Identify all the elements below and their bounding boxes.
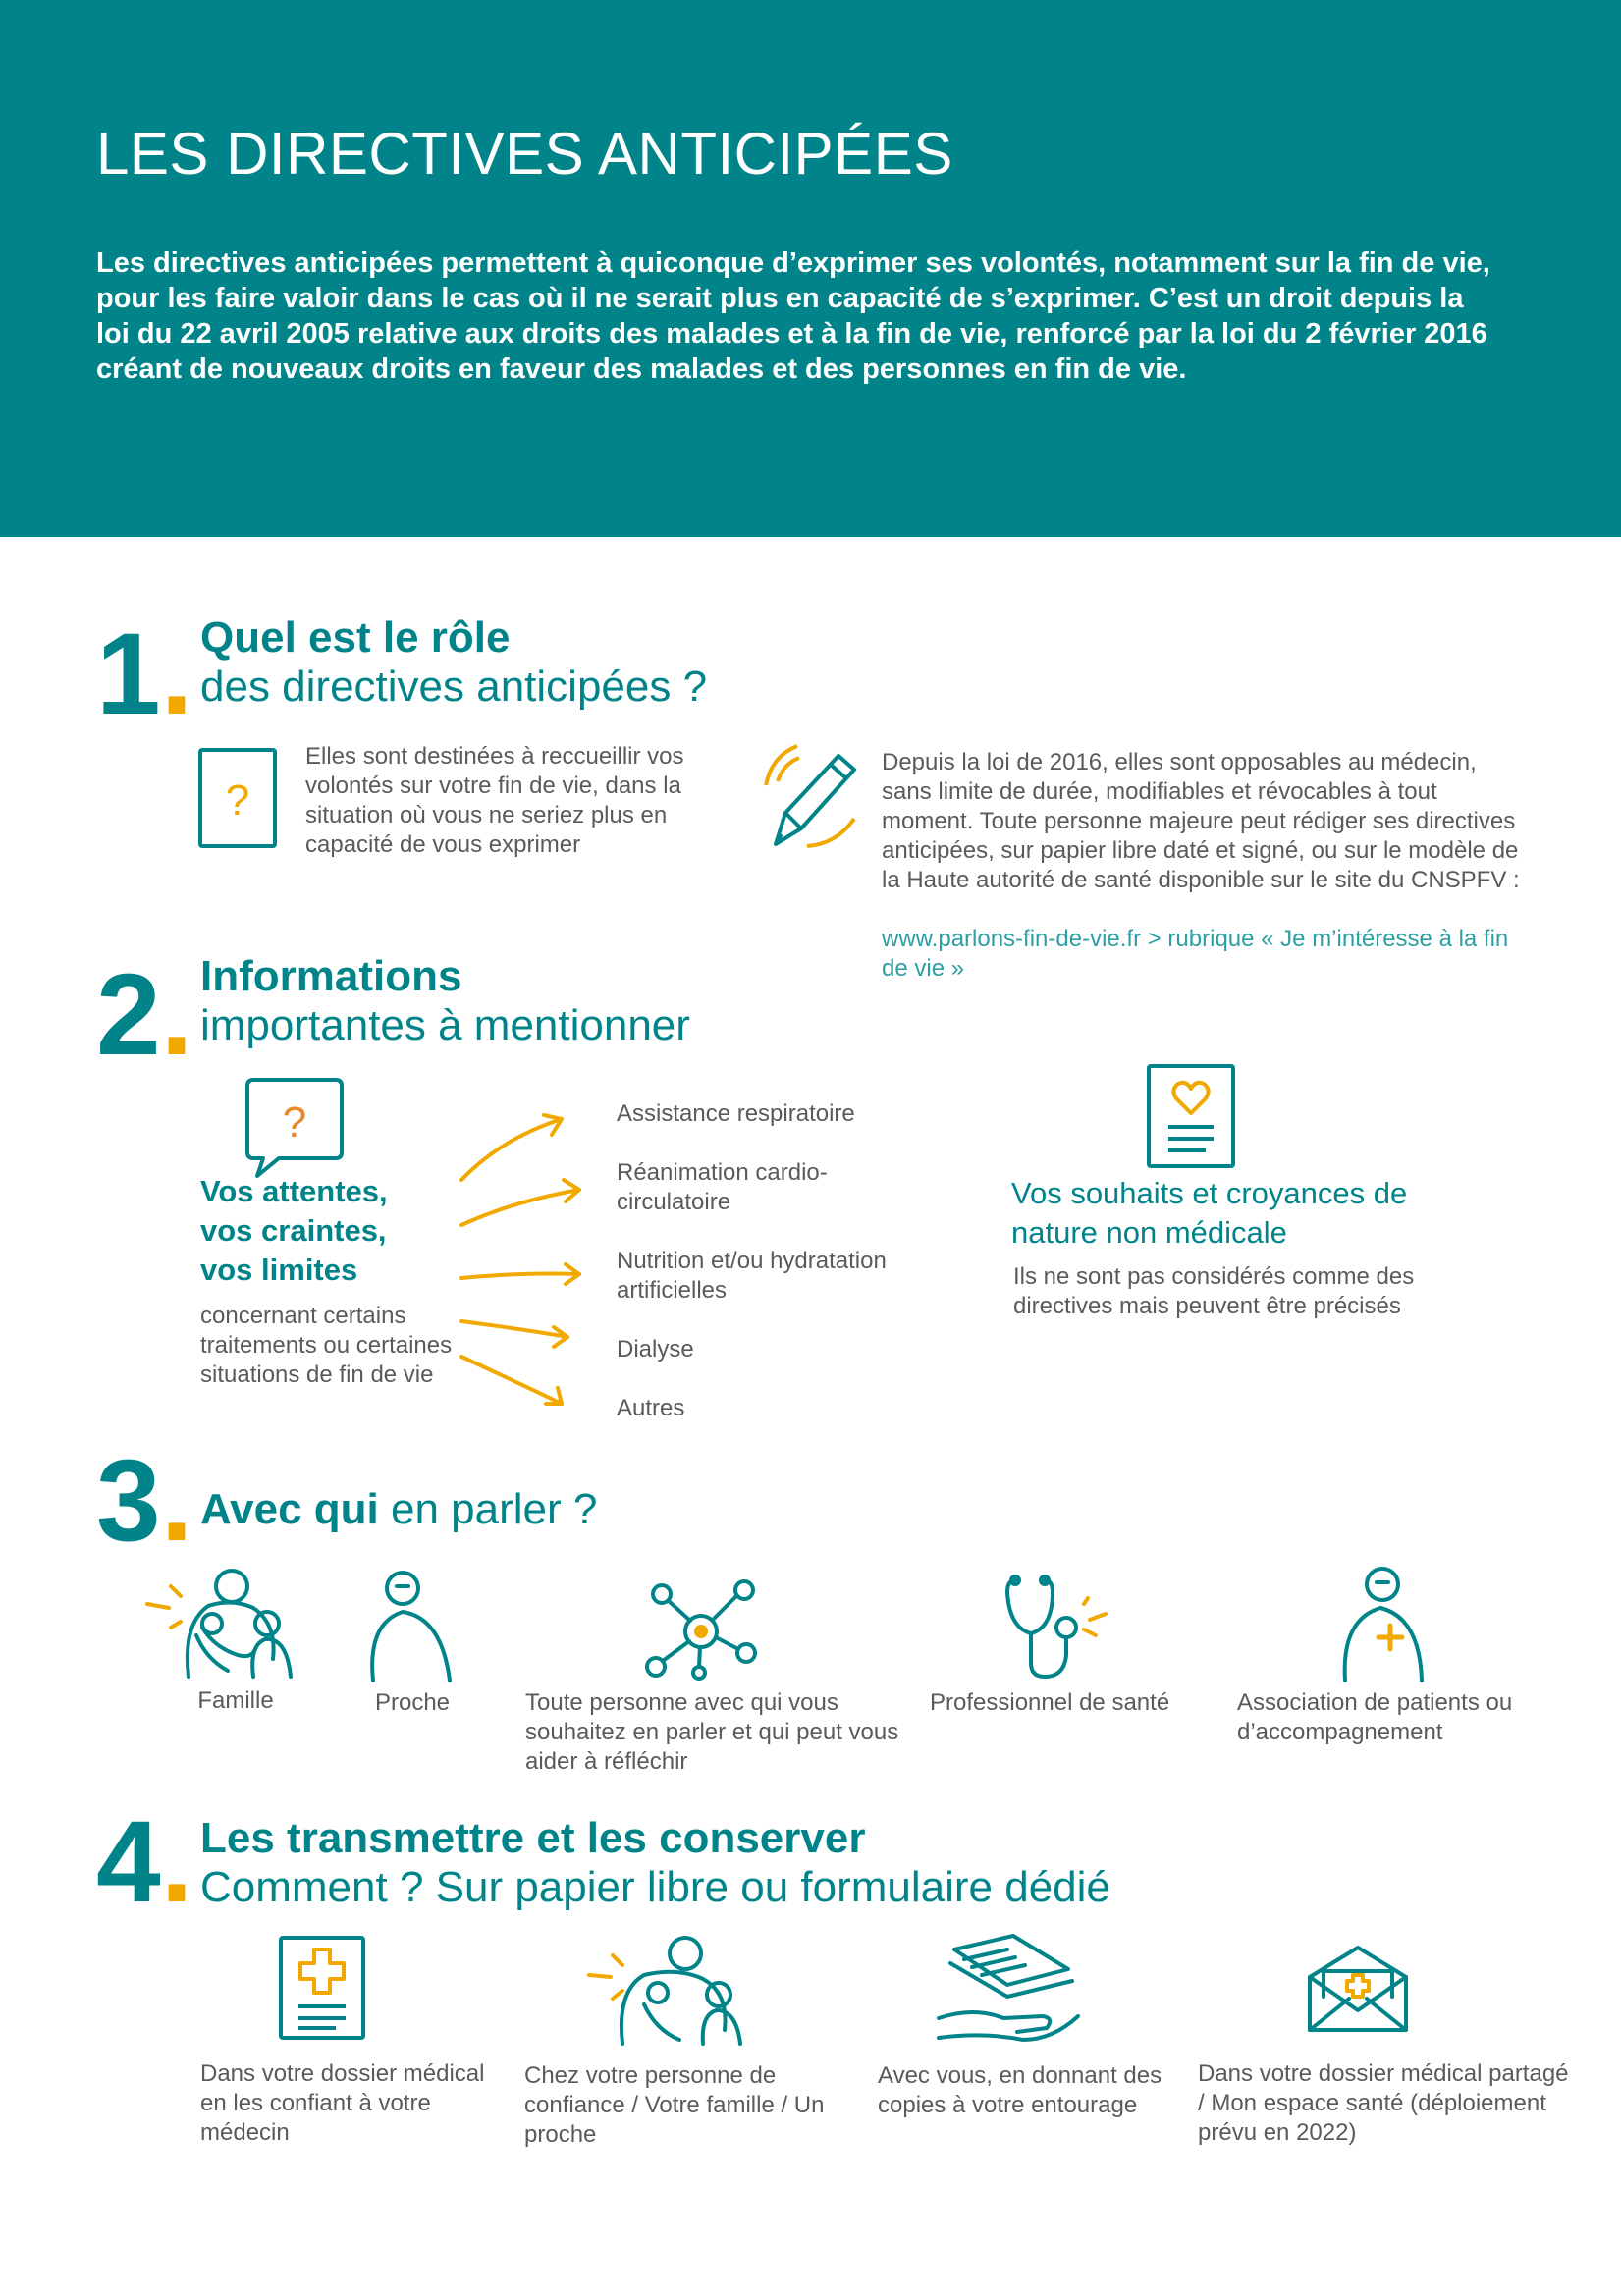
heart-document-icon (1145, 1062, 1237, 1170)
section-3-title-bold: Avec qui (200, 1485, 379, 1533)
section-1-title-bold: Quel est le rôle (200, 614, 511, 662)
question-document-icon (196, 746, 279, 850)
family-icon (143, 1565, 300, 1682)
option-label-medical-file: Dans votre dossier médical en les confiant à votre médecin (200, 2060, 485, 2146)
option-label-trusted-person: Chez votre personne de confiance / Votre famille / Un proche (524, 2062, 825, 2148)
expectations-heading: Vos attentes, vos craintes, vos limites (200, 1174, 388, 1287)
expectations-text: concernant certains traitements ou certaines situations de fin de vie (200, 1303, 453, 1388)
section-4-number: 4. (96, 1797, 193, 1927)
section-3-title (200, 1485, 597, 1534)
item-dialysis: Dialyse (617, 1336, 694, 1362)
person-label-association: Association de patients ou d’accompagnement (1237, 1689, 1513, 1745)
item-respiratory: Assistance respiratoire (617, 1100, 855, 1127)
person-label-anyone: Toute personne avec qui vous souhaitez en parler et qui peut vous aider à réfléchir (525, 1689, 899, 1775)
section-1-number: 1. (96, 610, 193, 739)
medical-file-icon (277, 1934, 367, 2042)
section-1-title-light: des directives anticipées ? (200, 663, 708, 711)
wishes-heading: Vos souhaits et croyances de nature non médicale (1011, 1176, 1408, 1250)
pencil-icon (758, 736, 866, 854)
item-nutrition: Nutrition et/ou hydratation artificielles (617, 1248, 887, 1304)
section-4-title-bold: Les transmettre et les conserver (200, 1814, 866, 1862)
trusted-person-icon (587, 1932, 744, 2050)
section-3-number: 3. (96, 1436, 193, 1566)
svg-text:?: ? (225, 776, 250, 825)
item-others: Autres (617, 1395, 685, 1421)
page-title: LES DIRECTIVES ANTICIPÉES (96, 121, 953, 187)
stethoscope-icon (1001, 1571, 1115, 1684)
section-3-title-light: en parler ? (391, 1485, 598, 1533)
person-label-health-pro: Professionnel de santé (930, 1689, 1170, 1716)
person-label-close: Proche (374, 1689, 451, 1716)
cnspfv-link[interactable]: www.parlons-fin-de-vie.fr > rubrique « Je m’intéresse à la fin de vie » (882, 926, 1509, 982)
option-label-shared-file: Dans votre dossier médical partagé / Mon espace santé (déploiement prévu en 2022) (1198, 2060, 1569, 2146)
arrows-group (454, 1099, 581, 1428)
person-label-family: Famille (197, 1687, 274, 1714)
speech-bubble-question-icon (243, 1074, 346, 1182)
section-1-left-text: Elles sont destinées à reccueillir vos volontés sur votre fin de vie, dans la situation où vous ne seriez plus en capacité de vous exprimer (305, 743, 684, 858)
hand-papers-icon (935, 1930, 1082, 2048)
section-1-right-text: Depuis la loi de 2016, elles sont opposables au médecin, sans limite de durée, modifiables et révocables à tout moment. Toute personne majeure peut rédiger ses directives anticipées, sur papier libre daté et signé, ou sur le modèle de la Haute autorité de santé disponible sur le site du CNSPFV : (882, 749, 1520, 893)
section-4-title-light: Comment ? Sur papier libre ou formulaire dédié (200, 1863, 1110, 1911)
item-reanimation: Réanimation cardio-circulatoire (617, 1159, 828, 1215)
wishes-text: Ils ne sont pas considérés comme des directives mais peuvent être précisés (1013, 1263, 1415, 1319)
section-2-title-bold: Informations (200, 952, 462, 1000)
intro-text: Les directives anticipées permettent à quiconque d’exprimer ses volontés, notamment sur la fin de vie, pour les faire valoir dans le cas où il ne serait plus en capacité de s’exprimer. C’est un droit depuis la loi du 22 avril 2005 relative aux droits des malades et à la fin de vie, renforcé par la loi du 2 février 2016 créant de nouveaux droits en faveur des malades et des personnes en fin de vie. (96, 247, 1490, 385)
option-label-copies: Avec vous, en donnant des copies à votre entourage (878, 2062, 1162, 2118)
section-2-number: 2. (96, 950, 193, 1080)
network-icon (640, 1575, 758, 1682)
svg-text:?: ? (282, 1098, 307, 1147)
section-2-title-light: importantes à mentionner (200, 1001, 690, 1049)
person-cross-icon (1331, 1565, 1430, 1684)
envelope-cross-icon (1304, 1942, 1412, 2036)
person-icon (363, 1569, 458, 1684)
